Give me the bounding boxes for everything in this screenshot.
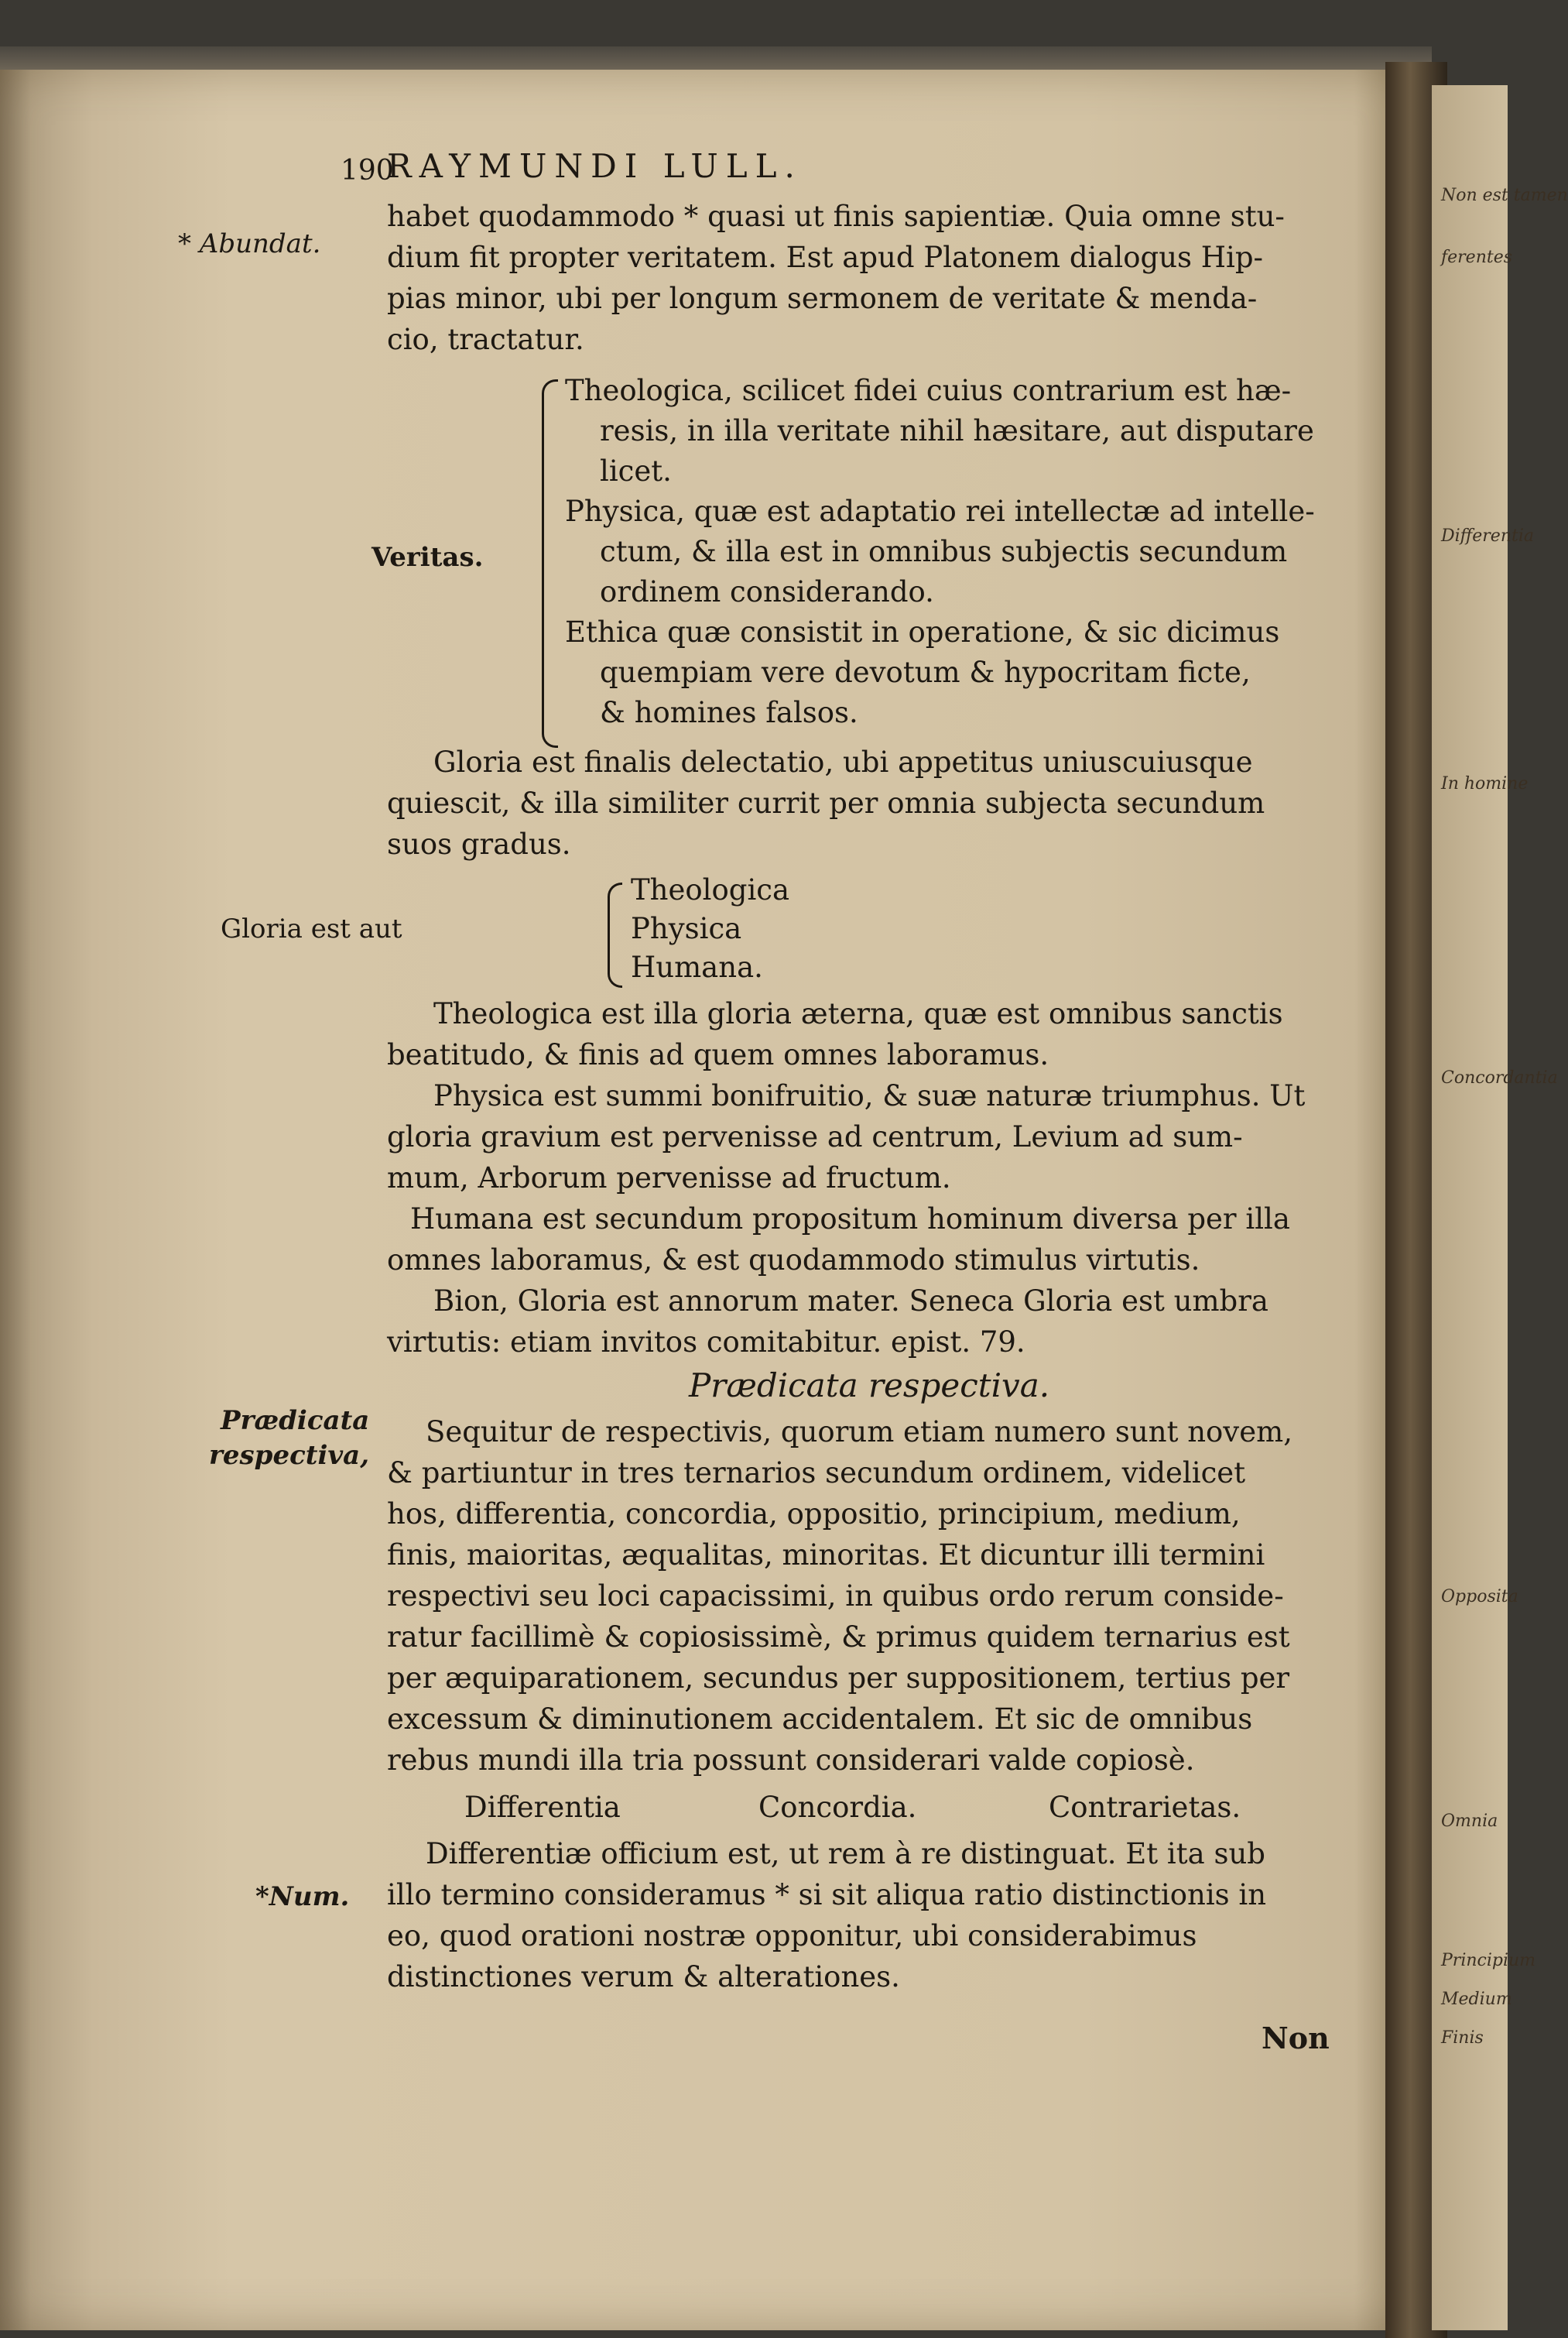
section-title: Prædicata respectiva. bbox=[689, 1366, 1050, 1404]
text-line: pias minor, ubi per longum sermonem de veritate & menda- bbox=[387, 282, 1258, 315]
margin-note-praedicata: Prædicata bbox=[221, 1405, 370, 1436]
text-line: ratur facillimè & copiosissimè, & primus quidem ternarius est bbox=[387, 1620, 1290, 1654]
veritas-item-line: ordinem considerando. bbox=[600, 575, 934, 608]
text-line: per æquiparationem, secundus per suppositionem, tertius per bbox=[387, 1661, 1290, 1695]
margin-veritas-label: Veritas. bbox=[371, 542, 484, 573]
text-line: habet quodammodo * quasi ut finis sapientiæ. Quia omne stu- bbox=[387, 200, 1285, 233]
text-line: quiescit, & illa similiter currit per omnia subjecta secundum bbox=[387, 787, 1265, 820]
facing-page-fragment: Medium bbox=[1441, 1990, 1512, 2009]
facing-page-fragment: Differentia bbox=[1441, 526, 1534, 546]
facing-page-fragment: Principium bbox=[1441, 1951, 1536, 1970]
text-line: omnes laboramus, & est quodammodo stimulus virtutis. bbox=[387, 1243, 1200, 1277]
gloria-est-aut-label: Gloria est aut bbox=[221, 914, 402, 944]
margin-note-respectiva: respectiva, bbox=[209, 1440, 370, 1471]
text-line: Differentiæ officium est, ut rem à re distinguat. Et ita sub bbox=[426, 1837, 1265, 1870]
text-line: & partiuntur in tres ternarios secundum ordinem, videlicet bbox=[387, 1456, 1246, 1490]
text-line: Sequitur de respectivis, quorum etiam numero sunt novem, bbox=[426, 1415, 1292, 1448]
facing-page-fragment: ferentes bbox=[1441, 248, 1513, 267]
veritas-item-line: quempiam vere devotum & hypocritam ficte, bbox=[600, 656, 1251, 689]
triad-differentia: Differentia bbox=[464, 1791, 621, 1824]
veritas-item-line: resis, in illa veritate nihil hæsitare, aut disputare bbox=[600, 414, 1314, 447]
running-title: RAYMUNDI LULL. bbox=[387, 147, 803, 185]
text-line: dium fit propter veritatem. Est apud Platonem dialogus Hip- bbox=[387, 241, 1264, 274]
facing-page-fragment: Non est tamen bbox=[1441, 186, 1568, 205]
page-number: 190 bbox=[341, 155, 394, 187]
gloria-item: Theologica bbox=[631, 873, 790, 907]
text-line: cio, tractatur. bbox=[387, 323, 584, 356]
gloria-item: Humana. bbox=[631, 951, 763, 984]
veritas-item-line: & homines falsos. bbox=[600, 696, 858, 729]
veritas-brace bbox=[542, 379, 558, 748]
margin-note-abundat: * Abundat. bbox=[178, 228, 321, 259]
catchword: Non bbox=[1262, 2021, 1330, 2055]
facing-page-fragment: Finis bbox=[1441, 2028, 1484, 2048]
text-line: illo termino consideramus * si sit aliqua ratio distinctionis in bbox=[387, 1878, 1267, 1911]
veritas-item-line: Theologica, scilicet fidei cuius contrarium est hæ- bbox=[565, 374, 1292, 407]
text-line: finis, maioritas, æqualitas, minoritas. Et dicuntur illi termini bbox=[387, 1538, 1265, 1572]
text-line: Physica est summi bonifruitio, & suæ naturæ triumphus. Ut bbox=[433, 1079, 1306, 1112]
text-line: Humana est secundum propositum hominum diversa per illa bbox=[410, 1202, 1290, 1236]
text-line: Bion, Gloria est annorum mater. Seneca Gloria est umbra bbox=[433, 1284, 1268, 1318]
triad-concordia: Concordia. bbox=[758, 1791, 917, 1824]
text-line: Theologica est illa gloria æterna, quæ est omnibus sanctis bbox=[433, 997, 1283, 1030]
text-line: suos gradus. bbox=[387, 828, 571, 861]
triad-contrarietas: Contrarietas. bbox=[1049, 1791, 1241, 1824]
text-line: excessum & diminutionem accidentalem. Et sic de omnibus bbox=[387, 1702, 1253, 1736]
text-line: mum, Arborum pervenisse ad fructum. bbox=[387, 1161, 951, 1195]
text-line: beatitudo, & finis ad quem omnes laboramus. bbox=[387, 1038, 1049, 1071]
margin-note-num: *Num. bbox=[255, 1881, 350, 1912]
text-line: distinctiones verum & alterationes. bbox=[387, 1960, 900, 1993]
text-line: hos, differentia, concordia, oppositio, principium, medium, bbox=[387, 1497, 1241, 1531]
gloria-item: Physica bbox=[631, 912, 742, 945]
facing-page-fragment: Omnia bbox=[1441, 1812, 1498, 1831]
veritas-item-line: ctum, & illa est in omnibus subjectis secundum bbox=[600, 535, 1288, 568]
veritas-item-line: Physica, quæ est adaptatio rei intellectæ ad intelle- bbox=[565, 495, 1315, 528]
text-line: rebus mundi illa tria possunt considerari valde copiosè. bbox=[387, 1743, 1195, 1777]
facing-page-fragment: In homine bbox=[1441, 774, 1529, 794]
veritas-item-line: licet. bbox=[600, 454, 672, 488]
facing-page-fragment: Concordantia bbox=[1441, 1068, 1558, 1088]
text-line: gloria gravium est pervenisse ad centrum, Levium ad sum- bbox=[387, 1120, 1243, 1154]
text-line: respectivi seu loci capacissimi, in quibus ordo rerum conside- bbox=[387, 1579, 1284, 1613]
text-line: virtutis: etiam invitos comitabitur. epist. 79. bbox=[387, 1325, 1025, 1359]
facing-page-fragment: Opposita bbox=[1441, 1587, 1518, 1606]
text-line: eo, quod orationi nostræ opponitur, ubi considerabimus bbox=[387, 1919, 1197, 1952]
veritas-item-line: Ethica quæ consistit in operatione, & sic dicimus bbox=[565, 615, 1280, 649]
text-line: Gloria est finalis delectatio, ubi appetitus uniuscuiusque bbox=[433, 746, 1253, 779]
gloria-brace bbox=[608, 883, 622, 988]
